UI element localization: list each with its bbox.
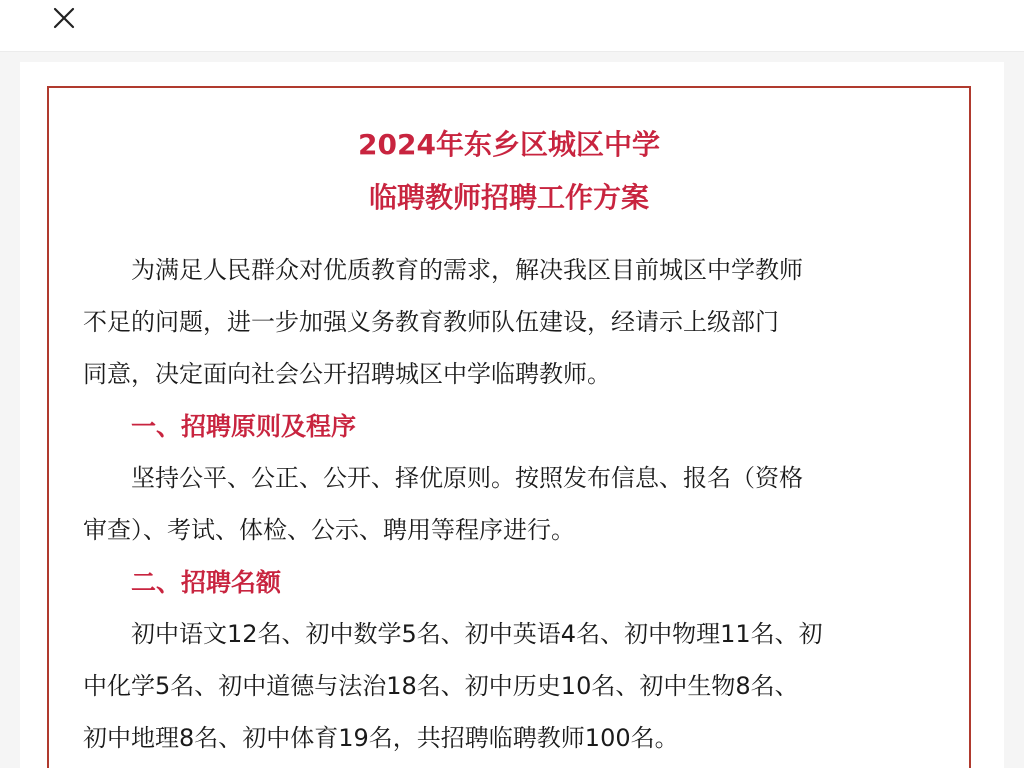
document-title-line2: 临聘教师招聘工作方案: [368, 181, 649, 214]
document-title-line1: 2024年东乡区城区中学: [358, 128, 660, 161]
section1-heading: 一、招聘原则及程序: [131, 412, 357, 441]
section2-heading: 二、招聘名额: [131, 568, 282, 597]
section1-line-1: 坚持公平、公正、公开、择优原则。按照发布信息、报名（资格: [131, 464, 803, 492]
top-bar: [0, 0, 1024, 52]
intro-line-3: 同意，决定面向社会公开招聘城区中学临聘教师。: [83, 360, 611, 388]
section2-paragraph: [83, 608, 943, 764]
intro-line-2: 不足的问题，进一步加强义务教育教师队伍建设，经请示上级部门: [83, 308, 779, 336]
section1-paragraph: [83, 452, 943, 556]
intro-line-1: 为满足人民群众对优质教育的需求，解决我区目前城区中学教师: [131, 256, 803, 284]
intro-paragraph: [83, 244, 943, 400]
close-button[interactable]: [48, 4, 80, 36]
document-frame: [47, 86, 971, 768]
section2-line-2: 中化学5名、初中道德与法治18名、初中历史10名、初中生物8名、: [83, 672, 799, 700]
section2-line-3: 初中地理8名、初中体育19名，共招聘临聘教师100名。: [83, 724, 679, 752]
section1-line-2: 审查）、考试、体检、公示、聘用等程序进行。: [83, 516, 575, 544]
close-icon: [48, 4, 80, 36]
section2-line-1: 初中语文12名、初中数学5名、初中英语4名、初中物理11名、初: [131, 620, 823, 648]
